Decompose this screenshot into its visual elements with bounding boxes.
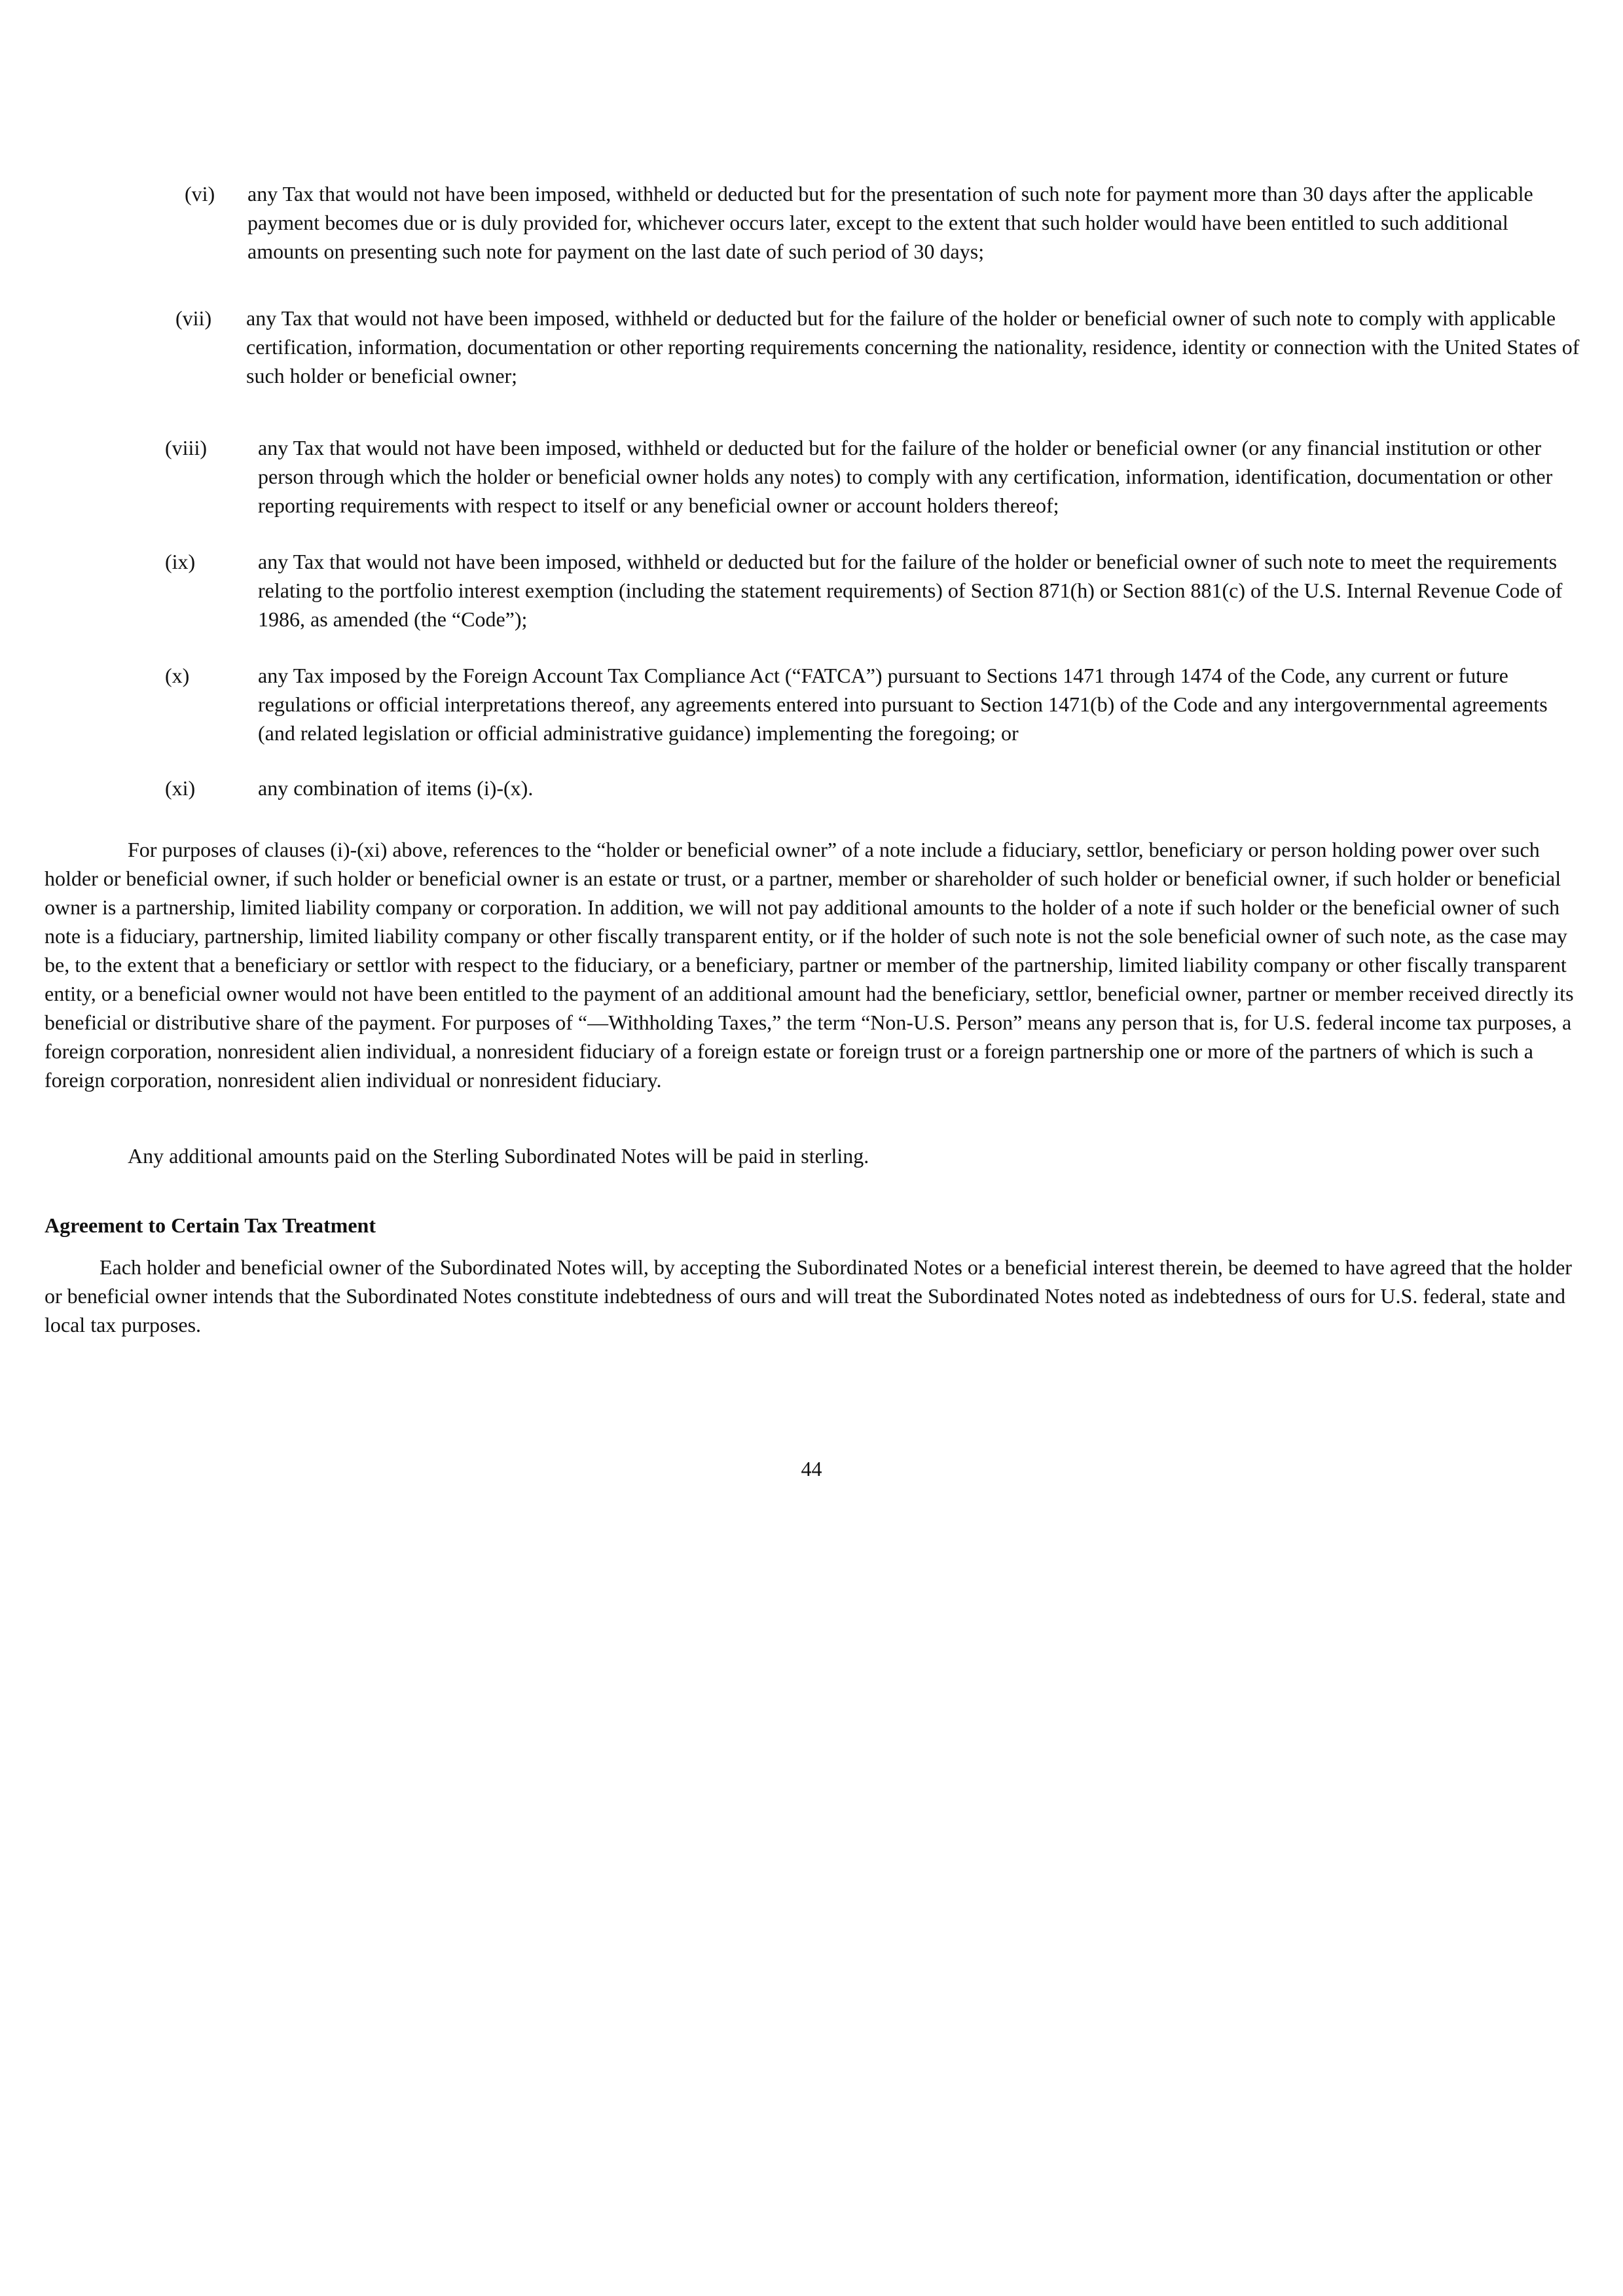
list-item-vi <box>185 179 1583 266</box>
list-marker: (viii) <box>165 436 207 459</box>
list-marker: (vii) <box>175 306 212 330</box>
purposes-paragraph: For purposes of clauses (i)-(xi) above, references to the “holder or beneficial owner” of a note include a fiduciary, settlor, beneficiary or person holding power over such holder or beneficial owner, if such holder or beneficial owner is an estate or trust, or a partner, member or shareholder of such holder or beneficial owner, if such holder or beneficial owner is a partnership, limited liability company or corporation. In addition, we will not pay additional amounts to the holder of a note if such holder or the beneficial owner of such note is a fiduciary, partnership, limited liability company or other fiscally transparent entity, or if the holder of such note is not the sole beneficial owner of such note, as the case may be, to the extent that a beneficiary or settlor with respect to the fiduciary, or a beneficiary, partner or member of the partnership, limited liability company or other fiscally transparent entity, or a beneficial owner would not have been entitled to the payment of an additional amount had the beneficiary, settlor, beneficial owner, partner or member received directly its beneficial or distributive share of the payment. For purposes of “—Withholding Taxes,” the term “Non-U.S. Person” means any person that is, for U.S. federal income tax purposes, a foreign corporation, nonresident alien individual, a nonresident fiduciary of a foreign estate or foreign trust or a foreign partnership one or more of the partners of which is such a foreign corporation, nonresident alien individual or nonresident fiduciary. <box>45 838 1574 1092</box>
list-item-text: any Tax that would not have been imposed, withheld or deducted but for the failure of the holder or beneficial owner of such note to comply with applicable certification, information, documentation or other reporting requirements concerning the nationality, residence, identity or connection with the United States of such holder or beneficial owner; <box>246 306 1580 387</box>
tax-treatment-paragraph: Each holder and beneficial owner of the Subordinated Notes will, by accepting the Subordinated Notes or a beneficial interest therein, be deemed to have agreed that the holder or beneficial owner intends that the Subordinated Notes constitute indebtedness of ours and will treat the Subordinated Notes noted as indebtedness of ours for U.S. federal, state and local tax purposes. <box>45 1255 1572 1336</box>
list-item-text: any Tax that would not have been imposed, withheld or deducted but for the failure of the holder or beneficial owner (or any financial institution or other person through which the holder or beneficial owner holds any notes) to comply with any certification, information, identification, documentation or other reporting requirements with respect to itself or any beneficial owner or account holders thereof; <box>258 436 1553 517</box>
list-marker: (xi) <box>165 776 196 800</box>
list-item-x <box>165 661 1583 747</box>
page-number: 44 <box>801 1457 822 1480</box>
section-heading: Agreement to Certain Tax Treatment <box>45 1213 376 1237</box>
list-item-text: any Tax that would not have been imposed, withheld or deducted but for the failure of the holder or beneficial owner of such note to meet the requirements relating to the portfolio interest exemption (including the statement requirements) of Section 871(h) or Section 881(c) of the U.S. Internal Revenue Code of 1986, as amended (the “Code”); <box>258 550 1563 631</box>
list-item-viii <box>165 433 1583 520</box>
list-item-ix <box>165 547 1583 634</box>
list-item-vii <box>175 304 1583 390</box>
sterling-paragraph: Any additional amounts paid on the Sterling Subordinated Notes will be paid in sterling. <box>128 1144 869 1168</box>
list-marker: (ix) <box>165 550 196 573</box>
list-marker: (x) <box>165 664 190 687</box>
list-item-text: any combination of items (i)-(x). <box>258 776 534 800</box>
list-item-text: any Tax that would not have been imposed, withheld or deducted but for the presentation of such note for payment more than 30 days after the applicable payment becomes due or is duly provided for, whichever occurs later, except to the extent that such holder would have been entitled to such additional amounts on presenting such note for payment on the last date of such period of 30 days; <box>247 182 1533 263</box>
list-item-xi <box>165 774 1583 802</box>
list-marker: (vi) <box>185 182 215 206</box>
list-item-text: any Tax imposed by the Foreign Account Tax Compliance Act (“FATCA”) pursuant to Sections 1471 through 1474 of the Code, any current or future regulations or official interpretations thereof, any agreements entered into pursuant to Section 1471(b) of the Code and any intergovernmental agreements (and related legislation or official administrative guidance) implementing the foregoing; or <box>258 664 1548 745</box>
